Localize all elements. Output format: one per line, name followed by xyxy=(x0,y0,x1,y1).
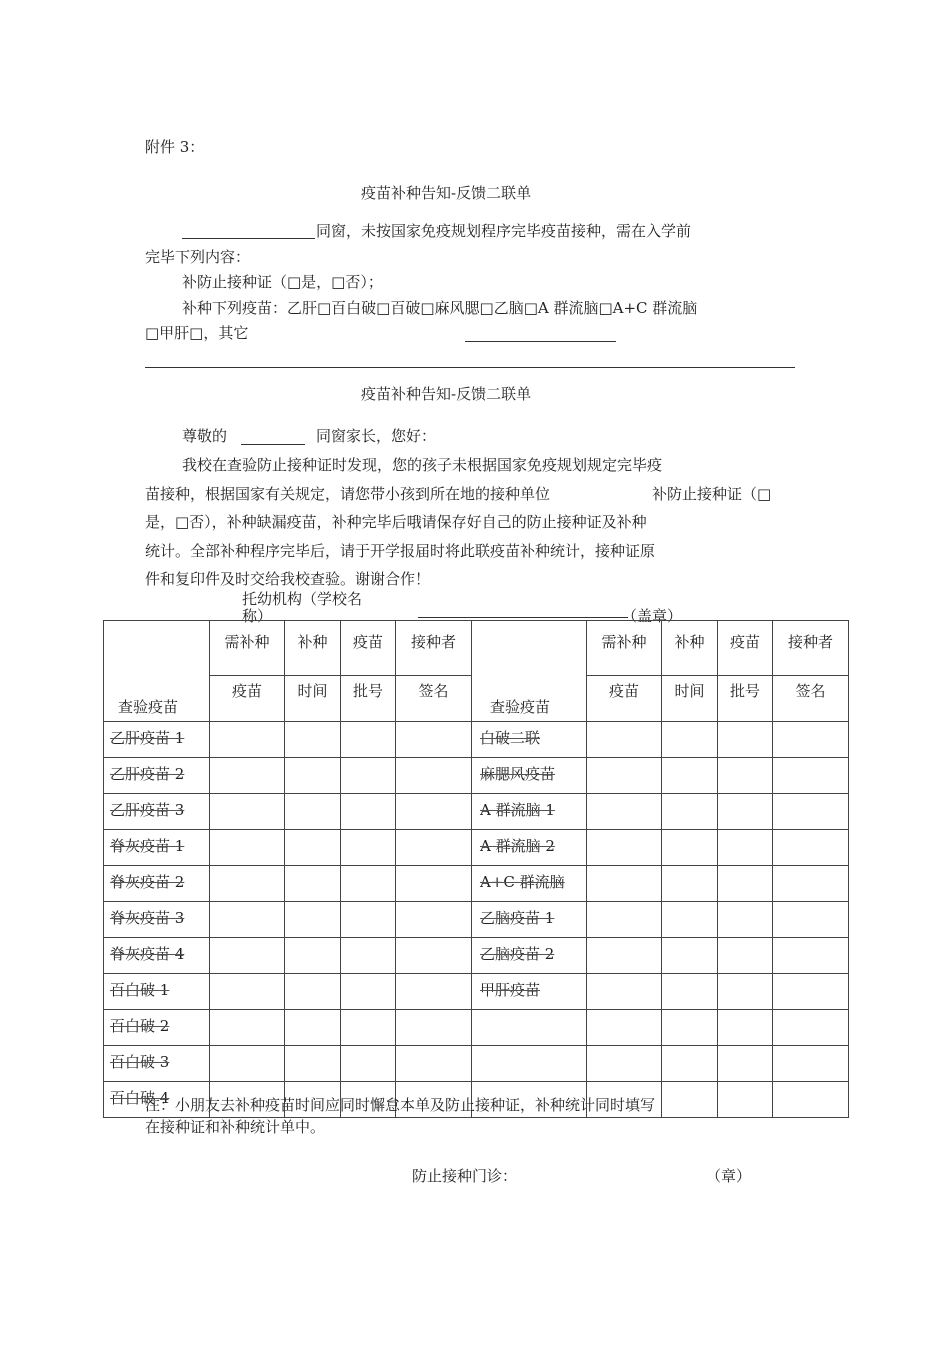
vaccine-name-left-text: 乙肝疫苗 2 xyxy=(110,765,185,783)
vaccine-name-right xyxy=(472,830,587,866)
notice-para-line2: 苗接种，根据国家有关规定，请您带小孩到所在地的接种单位 xyxy=(145,485,551,503)
fill-cell-left[interactable] xyxy=(210,938,285,974)
vaccine-name-left-text: 脊灰疫苗 2 xyxy=(110,873,185,891)
fill-cell-left[interactable] xyxy=(210,974,285,1010)
vaccine-name-right xyxy=(472,866,587,902)
notice-para-line2b: 补防止接种证（□ xyxy=(652,485,772,503)
fill-cell-right[interactable] xyxy=(587,830,662,866)
header-time-right: 补种 xyxy=(662,621,718,676)
vaccine-name-right-text: 麻腮风疫苗 xyxy=(480,765,556,783)
vaccine-name-left-text: 脊灰疫苗 4 xyxy=(110,945,185,963)
fill-cell-right[interactable] xyxy=(587,722,662,758)
fill-cell-right[interactable] xyxy=(718,830,773,866)
fill-cell-right[interactable] xyxy=(773,902,849,938)
fill-cell-right[interactable] xyxy=(587,758,662,794)
fill-cell-left[interactable] xyxy=(210,1046,285,1082)
fill-cell-left[interactable] xyxy=(210,1010,285,1046)
fill-cell-right[interactable] xyxy=(662,902,718,938)
fill-cell-left[interactable] xyxy=(396,830,472,866)
section1-line2: 完毕下列内容： xyxy=(145,248,251,266)
fill-cell-right[interactable] xyxy=(662,1082,718,1118)
note-line2: 在接种证和补种统计单中。 xyxy=(145,1118,326,1136)
fill-cell-left[interactable] xyxy=(396,902,472,938)
vaccine-name-left-text: 乙肝疫苗 1 xyxy=(110,729,185,747)
notice-para-line1: 我校在查验防止接种证时发现，您的孩子未根据国家免疫规划规定完毕疫 xyxy=(182,456,663,474)
header-batch-right: 疫苗 xyxy=(718,621,773,676)
table-row xyxy=(104,1046,849,1082)
fill-cell-left[interactable] xyxy=(285,722,341,758)
note-line1: 注：小朋友去补种疫苗时间应同时懈怠本单及防止接种证，补种统计同时填写 xyxy=(145,1096,656,1114)
vaccine-name-left xyxy=(104,758,210,794)
vaccine-name-left xyxy=(104,830,210,866)
header-need-right: 需补种 xyxy=(587,621,662,676)
fill-cell-right[interactable] xyxy=(718,794,773,830)
institution-label-2: 称） xyxy=(242,607,273,625)
vaccine-name-right-text: A+C 群流脑 xyxy=(480,873,565,891)
fill-cell-right[interactable] xyxy=(587,902,662,938)
fill-cell-left[interactable] xyxy=(210,722,285,758)
fill-cell-right[interactable] xyxy=(718,1010,773,1046)
parent-name-blank[interactable] xyxy=(241,444,305,445)
fill-cell-left[interactable] xyxy=(341,1010,396,1046)
fill-cell-right[interactable] xyxy=(773,938,849,974)
fill-cell-right[interactable] xyxy=(718,758,773,794)
fill-cell-right[interactable] xyxy=(773,1082,849,1118)
header-time-right-2: 时间 xyxy=(662,676,718,722)
section1-line3: 补防止接种证（□是，□否）； xyxy=(182,273,383,291)
fill-cell-left[interactable] xyxy=(285,902,341,938)
vaccine-name-right-text: 甲肝疫苗 xyxy=(480,981,541,999)
header-time-left: 补种 xyxy=(285,621,341,676)
header-need-left: 需补种 xyxy=(210,621,285,676)
vaccine-name-right xyxy=(472,1046,587,1082)
vaccine-name-right xyxy=(472,902,587,938)
fill-cell-left[interactable] xyxy=(341,1046,396,1082)
fill-cell-right[interactable] xyxy=(718,1046,773,1082)
header-check-vaccine-right: 查验疫苗 xyxy=(472,621,587,722)
fill-cell-left[interactable] xyxy=(341,794,396,830)
fill-cell-right[interactable] xyxy=(587,1046,662,1082)
other-vaccine-blank[interactable] xyxy=(465,341,616,342)
vaccine-name-right xyxy=(472,794,587,830)
table-row xyxy=(104,722,849,758)
fill-cell-left[interactable] xyxy=(285,1010,341,1046)
fill-cell-left[interactable] xyxy=(396,1010,472,1046)
vaccine-name-right-text: A 群流脑 2 xyxy=(480,837,555,855)
table-row xyxy=(104,902,849,938)
fill-cell-right[interactable] xyxy=(718,938,773,974)
fill-cell-right[interactable] xyxy=(718,722,773,758)
fill-cell-left[interactable] xyxy=(396,938,472,974)
vaccine-name-left xyxy=(104,938,210,974)
header-signer-left-2: 签名 xyxy=(396,676,472,722)
fill-cell-right[interactable] xyxy=(773,758,849,794)
fill-cell-left[interactable] xyxy=(210,794,285,830)
section1-line1: 同窗，未按国家免疫规划程序完毕疫苗接种，需在入学前 xyxy=(316,222,692,240)
fill-cell-right[interactable] xyxy=(718,902,773,938)
fill-cell-left[interactable] xyxy=(396,1046,472,1082)
fill-cell-right[interactable] xyxy=(718,974,773,1010)
header-check-vaccine-left: 查验疫苗 xyxy=(104,621,210,722)
header-signer-right: 接种者 xyxy=(773,621,849,676)
table-row xyxy=(104,866,849,902)
vaccine-name-left xyxy=(104,866,210,902)
fill-cell-right[interactable] xyxy=(773,1046,849,1082)
vaccine-name-right-text: A 群流脑 1 xyxy=(480,801,555,819)
attachment-label: 附件 3： xyxy=(145,138,205,156)
institution-name-blank[interactable] xyxy=(418,617,628,618)
vaccine-name-right-text: 乙脑疫苗 2 xyxy=(480,945,555,963)
fill-cell-right[interactable] xyxy=(587,938,662,974)
fill-cell-left[interactable] xyxy=(396,758,472,794)
vaccine-name-right xyxy=(472,758,587,794)
greeting-suffix: 同窗家长，您好： xyxy=(316,427,437,445)
vaccine-name-left-text: 百白破 4 xyxy=(110,1089,170,1107)
fill-cell-left[interactable] xyxy=(341,830,396,866)
vaccine-name-left-text: 百白破 2 xyxy=(110,1017,170,1035)
fill-cell-right[interactable] xyxy=(773,866,849,902)
fill-cell-left[interactable] xyxy=(285,974,341,1010)
vaccine-name-left xyxy=(104,794,210,830)
fill-cell-left[interactable] xyxy=(285,794,341,830)
fill-cell-left[interactable] xyxy=(396,722,472,758)
table-row xyxy=(104,938,849,974)
fill-cell-left[interactable] xyxy=(285,830,341,866)
section2-title: 疫苗补种告知-反馈二联单 xyxy=(361,385,532,403)
vaccine-table xyxy=(103,620,849,1118)
fill-cell-left[interactable] xyxy=(341,722,396,758)
section1-title: 疫苗补种告知-反馈二联单 xyxy=(361,184,532,202)
fill-cell-left[interactable] xyxy=(210,866,285,902)
fill-cell-right[interactable] xyxy=(718,866,773,902)
vaccine-name-left-text: 脊灰疫苗 3 xyxy=(110,909,185,927)
notice-para-line3: 是，□否），补种缺漏疫苗，补种完毕后哦请保存好自己的防止接种证及补种 xyxy=(145,513,647,531)
header-time-left-2: 时间 xyxy=(285,676,341,722)
vaccine-name-right xyxy=(472,938,587,974)
notice-para-line4: 统计。全部补种程序完毕后，请于开学报届时将此联疫苗补种统计，接种证原 xyxy=(145,542,656,560)
header-batch-right-2: 批号 xyxy=(718,676,773,722)
fill-cell-right[interactable] xyxy=(662,974,718,1010)
fill-cell-right[interactable] xyxy=(773,1010,849,1046)
header-signer-left: 接种者 xyxy=(396,621,472,676)
vaccine-name-left-text: 脊灰疫苗 1 xyxy=(110,837,185,855)
fill-cell-left[interactable] xyxy=(341,758,396,794)
fill-cell-left[interactable] xyxy=(341,938,396,974)
fill-cell-left[interactable] xyxy=(285,1046,341,1082)
vaccine-name-left-text: 百白破 3 xyxy=(110,1053,170,1071)
notice-para-line5: 件和复印件及时交给我校查验。谢谢合作！ xyxy=(145,570,431,588)
vaccine-name-right xyxy=(472,974,587,1010)
fill-cell-left[interactable] xyxy=(341,974,396,1010)
fill-cell-right[interactable] xyxy=(662,794,718,830)
fill-cell-left[interactable] xyxy=(396,866,472,902)
fill-cell-right[interactable] xyxy=(587,794,662,830)
stamp-label: （盖章） xyxy=(622,607,683,625)
fill-cell-left[interactable] xyxy=(396,794,472,830)
table-row xyxy=(104,1010,849,1046)
table-row xyxy=(104,974,849,1010)
fill-cell-right[interactable] xyxy=(662,830,718,866)
fill-cell-left[interactable] xyxy=(210,830,285,866)
section1-line4: 补种下列疫苗：乙肝□百白破□百破□麻风腮□乙脑□A 群流脑□A+C 群流脑 xyxy=(182,299,698,317)
clinic-stamp: （章） xyxy=(706,1167,752,1185)
vaccine-name-left-text: 百白破 1 xyxy=(110,981,170,999)
fill-cell-right[interactable] xyxy=(773,794,849,830)
vaccine-name-right xyxy=(472,722,587,758)
table-row xyxy=(104,830,849,866)
fill-cell-left[interactable] xyxy=(396,974,472,1010)
vaccine-name-right-text: 乙脑疫苗 1 xyxy=(480,909,555,927)
header-need-left-2: 疫苗 xyxy=(210,676,285,722)
header-batch-left-2: 批号 xyxy=(341,676,396,722)
student-name-blank[interactable] xyxy=(182,238,315,239)
greeting-prefix: 尊敬的 xyxy=(182,427,228,445)
clinic-label: 防止接种门诊： xyxy=(412,1167,518,1185)
cut-line xyxy=(145,367,795,368)
fill-cell-left[interactable] xyxy=(210,902,285,938)
vaccine-name-left xyxy=(104,974,210,1010)
fill-cell-left[interactable] xyxy=(341,902,396,938)
fill-cell-left[interactable] xyxy=(341,866,396,902)
header-batch-left: 疫苗 xyxy=(341,621,396,676)
vaccine-name-right-text: 白破二联 xyxy=(480,729,541,747)
section1-line5: □甲肝□，其它 xyxy=(145,324,249,342)
fill-cell-right[interactable] xyxy=(662,758,718,794)
header-signer-right-2: 签名 xyxy=(773,676,849,722)
fill-cell-right[interactable] xyxy=(587,1010,662,1046)
fill-cell-right[interactable] xyxy=(773,974,849,1010)
table-row xyxy=(104,794,849,830)
fill-cell-left[interactable] xyxy=(210,758,285,794)
fill-cell-right[interactable] xyxy=(773,722,849,758)
vaccine-table-body xyxy=(104,722,849,1118)
fill-cell-right[interactable] xyxy=(662,1010,718,1046)
table-row xyxy=(104,758,849,794)
vaccine-name-left xyxy=(104,1010,210,1046)
fill-cell-right[interactable] xyxy=(587,974,662,1010)
fill-cell-right[interactable] xyxy=(662,866,718,902)
fill-cell-right[interactable] xyxy=(662,938,718,974)
fill-cell-right[interactable] xyxy=(718,1082,773,1118)
vaccine-name-left xyxy=(104,1046,210,1082)
fill-cell-right[interactable] xyxy=(662,1046,718,1082)
institution-label: 托幼机构（学校名 xyxy=(242,590,363,608)
fill-cell-left[interactable] xyxy=(285,758,341,794)
fill-cell-right[interactable] xyxy=(587,866,662,902)
fill-cell-right[interactable] xyxy=(662,722,718,758)
fill-cell-left[interactable] xyxy=(285,938,341,974)
vaccine-name-left-text: 乙肝疫苗 3 xyxy=(110,801,185,819)
fill-cell-left[interactable] xyxy=(285,866,341,902)
header-need-right-2: 疫苗 xyxy=(587,676,662,722)
vaccine-name-right xyxy=(472,1010,587,1046)
vaccine-name-left xyxy=(104,722,210,758)
vaccine-name-left xyxy=(104,902,210,938)
fill-cell-right[interactable] xyxy=(773,830,849,866)
